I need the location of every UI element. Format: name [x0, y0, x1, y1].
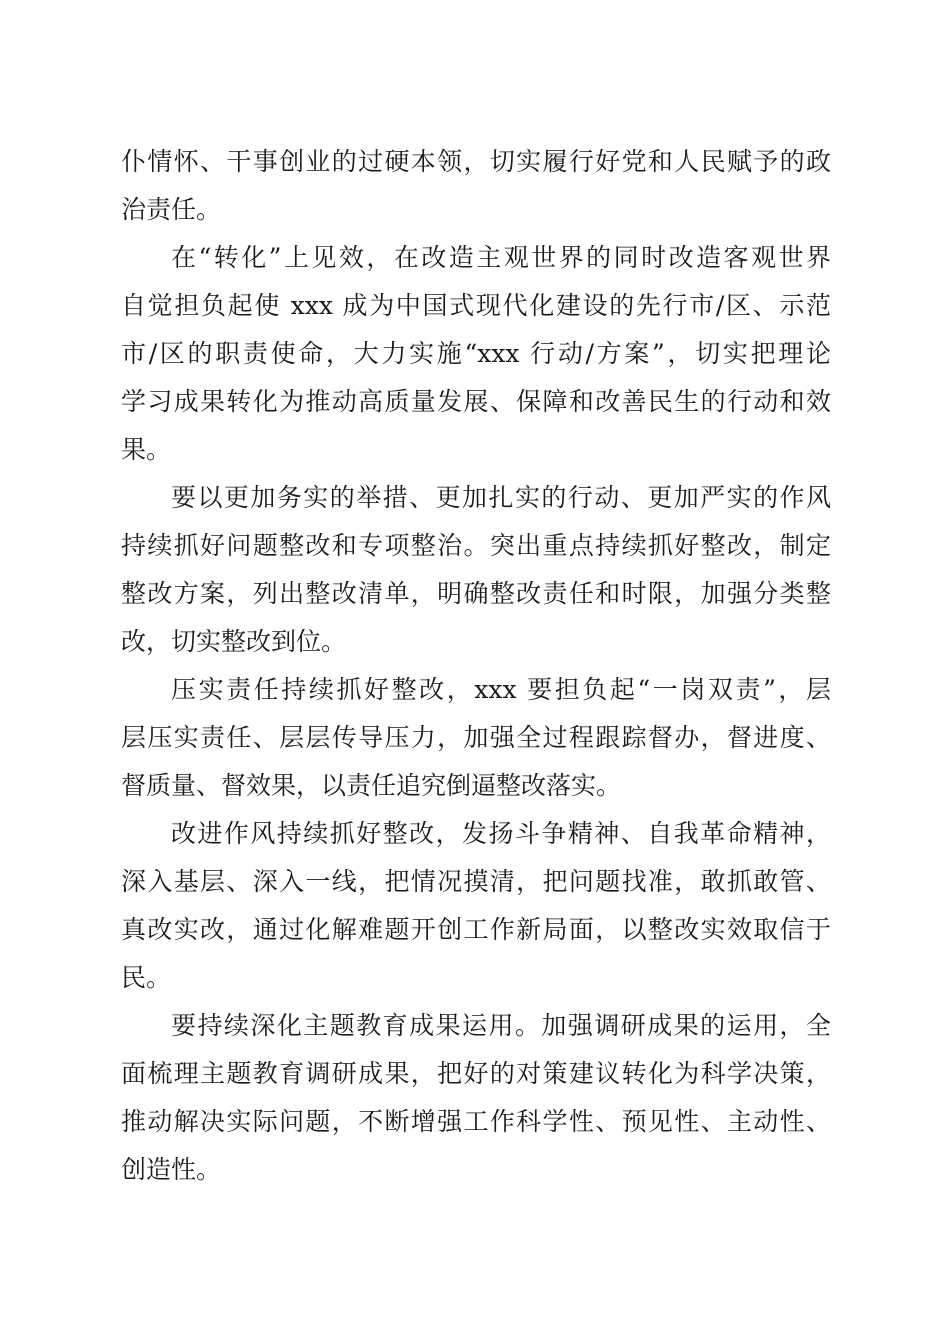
text-line: 改进作风持续抓好整改，发扬斗争精神、自我革命精神， [171, 819, 831, 848]
text-line: 治责任。 [121, 195, 222, 224]
paragraph-5 [121, 810, 831, 1002]
paragraph-4 [121, 666, 831, 810]
text-line: 自觉担负起使 xxx 成为中国式现代化建设的先行市/区、示范 [121, 291, 831, 320]
text-line: 市/区的职责使命，大力实施“xxx 行动/方案”，切实把理论 [121, 339, 831, 368]
text-line: 持续抓好问题整改和专项整治。突出重点持续抓好整改，制定 [121, 531, 831, 560]
text-line: 面梳理主题教育调研成果，把好的对策建议转化为科学决策， [121, 1059, 831, 1088]
text-line: 深入基层、深入一线，把情况摸清，把问题找准，敢抓敢管、 [121, 867, 831, 896]
text-line: 学习成果转化为推动高质量发展、保障和改善民生的行动和效 [121, 387, 831, 416]
text-line: 真改实改，通过化解难题开创工作新局面，以整改实效取信于 [121, 915, 831, 944]
text-line: 要持续深化主题教育成果运用。加强调研成果的运用，全 [171, 1011, 831, 1040]
text-line: 要以更加务实的举措、更加扎实的行动、更加严实的作风 [171, 483, 831, 512]
paragraph-3 [121, 474, 831, 666]
text-line: 整改方案，列出整改清单，明确整改责任和时限，加强分类整 [121, 579, 831, 608]
text-line: 推动解决实际问题，不断增强工作科学性、预见性、主动性、 [121, 1107, 831, 1136]
document-body [121, 138, 831, 1194]
text-line: 层压实责任、层层传导压力，加强全过程跟踪督办，督进度、 [121, 723, 831, 752]
text-line: 督质量、督效果，以责任追究倒逼整改落实。 [121, 771, 622, 800]
text-line: 改，切实整改到位。 [121, 627, 347, 656]
text-line: 在“转化”上见效，在改造主观世界的同时改造客观世界 [171, 243, 831, 272]
text-line: 民。 [121, 963, 172, 992]
text-line: 果。 [121, 435, 172, 464]
text-line: 仆情怀、干事创业的过硬本领，切实履行好党和人民赋予的政 [121, 147, 831, 176]
text-line: 创造性。 [121, 1155, 222, 1184]
paragraph-1 [121, 138, 831, 234]
text-line: 压实责任持续抓好整改，xxx 要担负起“一岗双责”，层 [171, 675, 831, 704]
paragraph-6 [121, 1002, 831, 1194]
paragraph-2 [121, 234, 831, 474]
